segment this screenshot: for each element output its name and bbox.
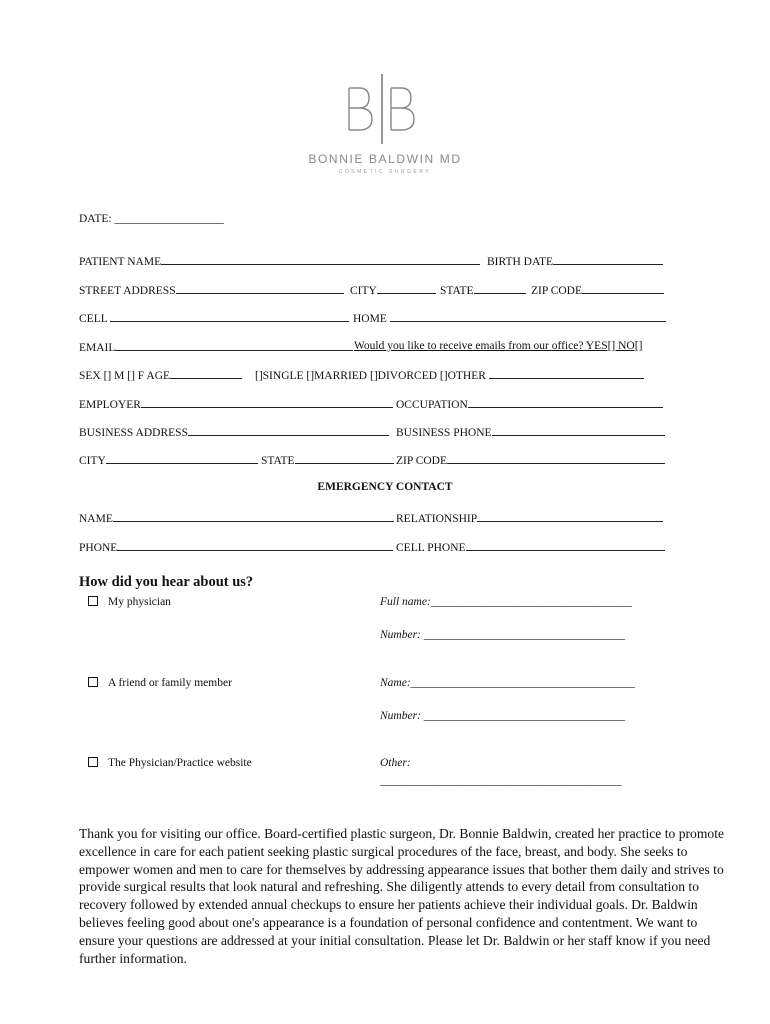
referral-option-physician[interactable] — [88, 596, 171, 608]
home-label: HOME — [353, 313, 387, 325]
sex-age-label[interactable]: SEX [] M [] F AGE — [79, 370, 171, 382]
referral-option-label: A friend or family member — [108, 677, 232, 689]
emergency-name-label: NAME — [79, 513, 113, 525]
referral-option-website[interactable] — [88, 757, 252, 769]
employer-input[interactable] — [141, 396, 393, 408]
referral-option-friend[interactable] — [88, 677, 232, 689]
city-input[interactable] — [377, 282, 436, 294]
physician-number-field[interactable]: Number: ___________________________________ — [380, 629, 626, 641]
business-row — [79, 424, 669, 440]
emergency-name-row — [79, 510, 669, 526]
relationship-input[interactable] — [477, 510, 663, 522]
business-city-label: CITY — [79, 455, 106, 467]
business-state-label: STATE — [261, 455, 295, 467]
patient-name-row — [79, 253, 669, 269]
street-address-input[interactable] — [176, 282, 344, 294]
checkbox[interactable] — [88, 596, 98, 606]
business-phone-input[interactable] — [492, 424, 665, 436]
cell-label: CELL — [79, 313, 108, 325]
other-field-label: Other: — [380, 757, 411, 769]
patient-name-input[interactable] — [161, 253, 480, 265]
emergency-name-input[interactable] — [113, 510, 394, 522]
email-label: EMAIL — [79, 342, 116, 354]
address-row — [79, 282, 669, 298]
phone-row — [79, 310, 669, 326]
business-zip-label: ZIP CODE — [396, 455, 448, 467]
emergency-contact-heading: EMERGENCY CONTACT — [317, 481, 453, 493]
business-address-label: BUSINESS ADDRESS — [79, 427, 188, 439]
city-label: CITY — [350, 285, 377, 297]
other-field-input[interactable]: __________________________________________ — [380, 775, 622, 787]
practice-logo — [0, 70, 770, 180]
birth-date-input[interactable] — [553, 253, 663, 265]
email-input[interactable] — [115, 339, 353, 351]
referral-option-label: The Physician/Practice website — [108, 757, 252, 769]
demographics-row — [79, 367, 669, 383]
marital-other-input[interactable] — [489, 367, 644, 379]
friend-number-field[interactable]: Number: ___________________________________ — [380, 710, 626, 722]
patient-name-label: PATIENT NAME — [79, 256, 162, 268]
marital-status-options[interactable]: []SINGLE []MARRIED []DIVORCED []OTHER — [255, 370, 486, 382]
referral-heading: How did you hear about us? — [79, 574, 254, 590]
zip-code-label: ZIP CODE — [531, 285, 583, 297]
date-row — [79, 212, 224, 226]
referral-option-label: My physician — [108, 596, 171, 608]
bb-monogram-icon — [345, 72, 425, 144]
thank-you-message: Thank you for visiting our office. Board-certified plastic surgeon, Dr. Bonnie Baldwin, created her practice to promote excellence in care for each patient seeking plastic surgical procedures of the face, breast, and body. She seeks to empower women and men to care for themselves by addressing appearance issues that bother them daily and strives to provide surgical results that look natural and refreshing. She diligently attends to every detail from consultation to recovery followed by extended annual checkups to ensure her patients achieve their individual goals. Dr. Baldwin believes feeling good about one's appearance is a foundation of personal confidence and contentment. We want to ensure your questions are addressed at your initial consultation. Please let Dr. Baldwin or her staff know if you need further information. — [79, 826, 725, 966]
email-opt-in[interactable]: Would you like to receive emails from our office? YES[] NO[] — [354, 340, 643, 352]
emergency-cell-input[interactable] — [466, 539, 665, 551]
friend-name-field[interactable]: Name:_______________________________________ — [380, 677, 635, 689]
street-address-label: STREET ADDRESS — [79, 285, 176, 297]
business-state-input[interactable] — [295, 452, 394, 464]
employer-label: EMPLOYER — [79, 399, 141, 411]
brand-subtitle: COSMETIC SURGERY — [338, 169, 432, 175]
state-label: STATE — [440, 285, 474, 297]
occupation-label: OCCUPATION — [396, 399, 468, 411]
business-city-input[interactable] — [106, 452, 258, 464]
checkbox[interactable] — [88, 677, 98, 687]
date-field[interactable]: DATE: ___________________ — [79, 213, 224, 225]
age-input[interactable] — [170, 367, 242, 379]
occupation-input[interactable] — [468, 396, 663, 408]
emergency-phone-input[interactable] — [117, 539, 393, 551]
physician-full-name-field[interactable]: Full name:___________________________________ — [380, 596, 633, 608]
business-zip-input[interactable] — [447, 452, 665, 464]
emergency-phone-row — [79, 539, 669, 555]
home-input[interactable] — [390, 310, 666, 322]
brand-name: BONNIE BALDWIN MD — [308, 152, 462, 166]
zip-code-input[interactable] — [582, 282, 664, 294]
emergency-cell-label: CELL PHONE — [396, 542, 466, 554]
email-row — [79, 339, 674, 355]
business-phone-label: BUSINESS PHONE — [396, 427, 492, 439]
cell-input[interactable] — [110, 310, 349, 322]
business-address-input[interactable] — [188, 424, 389, 436]
checkbox[interactable] — [88, 757, 98, 767]
emergency-phone-label: PHONE — [79, 542, 118, 554]
state-input[interactable] — [474, 282, 526, 294]
business-city-row — [79, 452, 669, 468]
birth-date-label: BIRTH DATE — [487, 256, 554, 268]
relationship-label: RELATIONSHIP — [396, 513, 478, 525]
employer-row — [79, 396, 669, 412]
